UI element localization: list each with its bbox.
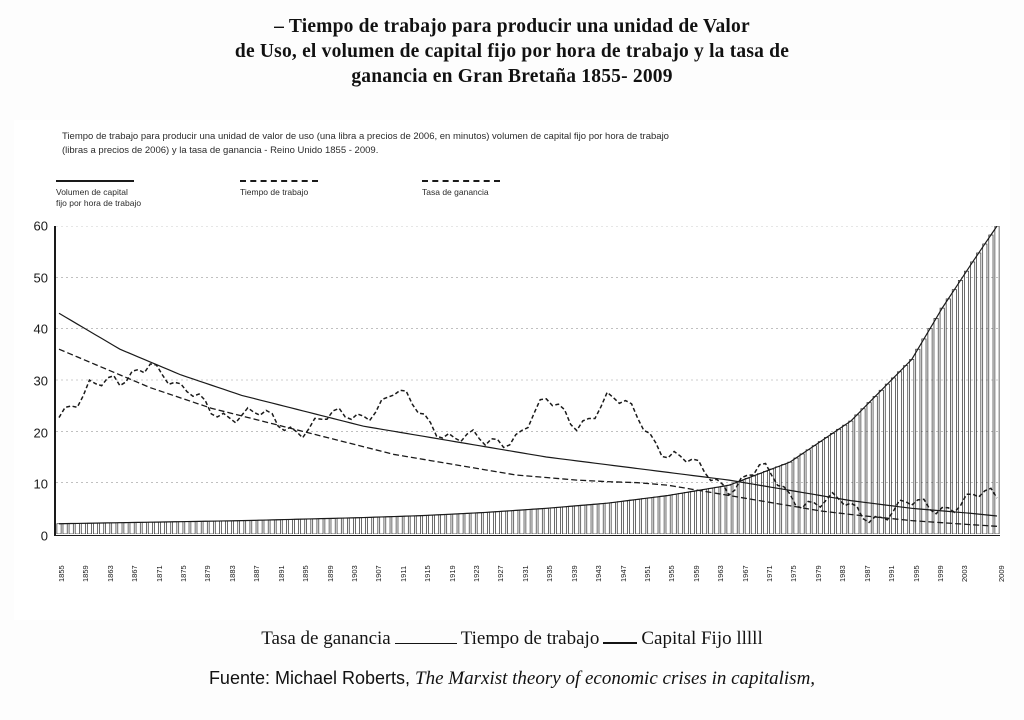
legend-item-tiempo [240, 180, 380, 198]
bottom-legend [0, 628, 1024, 650]
bar-2003 [958, 280, 962, 534]
bar-1983 [837, 429, 841, 534]
x-tick-1891: 1891 [276, 565, 286, 582]
bar-1952 [648, 498, 652, 534]
bar-1891 [276, 520, 280, 534]
bar-1881 [215, 521, 219, 534]
bar-1971 [763, 471, 767, 534]
bar-1938 [562, 507, 566, 534]
bar-1937 [556, 507, 560, 534]
bar-1874 [173, 522, 177, 534]
bar-2006 [977, 253, 981, 534]
bar-1942 [587, 505, 591, 534]
x-tick-1923: 1923 [472, 565, 482, 582]
bar-1985 [849, 421, 853, 534]
bar-1878 [197, 521, 201, 534]
bar-1953 [654, 497, 658, 534]
bar-1931 [520, 510, 524, 534]
bar-1941 [581, 505, 585, 534]
x-tick-1991: 1991 [887, 565, 897, 582]
bar-1908 [380, 517, 384, 534]
bottom-legend-rule-1-icon [395, 643, 457, 644]
legend-swatch-dashed-icon [240, 180, 318, 182]
bar-1927 [495, 512, 499, 534]
x-tick-1875: 1875 [179, 565, 189, 582]
bar-1909 [386, 517, 390, 534]
figure-caption [62, 130, 942, 158]
bar-1917 [435, 515, 439, 534]
bar-1943 [593, 504, 597, 534]
bar-1989 [873, 396, 877, 534]
bar-1889 [264, 520, 268, 534]
x-tick-1979: 1979 [813, 565, 823, 582]
bar-1904 [355, 518, 359, 534]
bar-1994 [904, 366, 908, 534]
x-tick-1931: 1931 [520, 565, 530, 582]
bar-1919 [447, 514, 451, 534]
bar-1873 [167, 522, 171, 534]
bar-1895 [301, 519, 305, 534]
bar-1890 [270, 520, 274, 534]
bar-1936 [550, 508, 554, 534]
bar-1981 [824, 437, 828, 534]
x-tick-1947: 1947 [618, 565, 628, 582]
x-tick-1879: 1879 [203, 565, 213, 582]
x-tick-1959: 1959 [691, 565, 701, 582]
bar-1905 [361, 518, 365, 534]
figure-caption-line-2: (libras a precios de 2006) y la tasa de ganancia - Reino Unido 1855 - 2009. [62, 145, 379, 156]
x-tick-1883: 1883 [227, 565, 237, 582]
bar-1896 [307, 519, 311, 534]
bar-1880 [209, 521, 213, 534]
x-tick-1983: 1983 [838, 565, 848, 582]
bar-1884 [234, 521, 238, 534]
bar-1929 [508, 511, 512, 534]
bar-1861 [93, 523, 97, 534]
bar-1899 [325, 518, 329, 534]
bar-1907 [374, 517, 378, 534]
y-tick-20: 20 [33, 425, 48, 441]
bar-1957 [678, 493, 682, 534]
x-tick-1999: 1999 [935, 565, 945, 582]
bar-1977 [800, 454, 804, 534]
bar-2000 [940, 308, 944, 534]
bar-1869 [142, 522, 146, 534]
bar-1906 [368, 517, 372, 534]
bar-1960 [696, 490, 700, 534]
bar-1877 [191, 521, 195, 534]
legend-label-capital-line1: Volumen de capital [56, 187, 128, 197]
x-tick-1855: 1855 [57, 565, 66, 582]
bar-1867 [130, 523, 134, 534]
bar-1863 [106, 523, 110, 534]
x-tick-1895: 1895 [301, 565, 311, 582]
bar-1964 [721, 486, 725, 534]
bar-1965 [727, 485, 731, 534]
bar-1857 [69, 524, 73, 534]
x-tick-1943: 1943 [594, 565, 604, 582]
bar-1984 [843, 425, 847, 534]
legend-item-tasa [422, 180, 562, 198]
bar-1887 [252, 520, 256, 534]
figure-caption-line-1: Tiempo de trabajo para producir una unidad de valor de uso (una libra a precios de 2006, en minutos) volumen de capital fijo por hora de trabajo [62, 131, 669, 142]
bar-1888 [258, 520, 262, 534]
bar-1872 [160, 522, 164, 534]
bar-1925 [483, 512, 487, 534]
x-tick-1903: 1903 [349, 565, 359, 582]
bar-1945 [605, 503, 609, 534]
bar-1990 [879, 390, 883, 534]
bar-1864 [112, 523, 116, 534]
bar-1916 [428, 515, 432, 534]
bar-1926 [489, 512, 493, 534]
bar-1858 [75, 523, 79, 534]
x-tick-1915: 1915 [423, 565, 433, 582]
x-tick-1963: 1963 [716, 565, 726, 582]
x-tick-1995: 1995 [911, 565, 921, 582]
y-tick-0: 0 [40, 528, 48, 544]
bar-1997 [922, 339, 926, 534]
title-line-2: de Uso, el volumen de capital fijo por hora de trabajo y la tasa de [234, 41, 790, 62]
bar-1900 [331, 518, 335, 534]
bar-1955 [666, 496, 670, 535]
x-tick-1927: 1927 [496, 565, 506, 582]
page-title [72, 0, 952, 89]
x-axis-labels [54, 538, 1006, 584]
bar-2001 [946, 299, 950, 534]
bar-1883 [227, 521, 231, 534]
figure [14, 120, 1010, 620]
plot-canvas [54, 226, 1000, 536]
bar-1939 [569, 506, 573, 534]
bar-1930 [514, 510, 518, 534]
bar-1865 [118, 523, 122, 534]
bar-1912 [404, 516, 408, 534]
bar-1974 [782, 464, 786, 534]
bar-1956 [672, 494, 676, 534]
bar-1999 [934, 318, 938, 534]
bar-1958 [684, 492, 688, 534]
x-tick-1871: 1871 [154, 565, 164, 582]
bar-1946 [611, 502, 615, 534]
x-tick-1911: 1911 [398, 565, 408, 582]
bar-1911 [398, 516, 402, 534]
bar-1876 [185, 522, 189, 534]
y-tick-10: 10 [33, 476, 48, 492]
bar-1885 [240, 521, 244, 534]
bar-1928 [502, 511, 506, 534]
x-tick-1987: 1987 [862, 565, 872, 582]
x-tick-1859: 1859 [81, 565, 91, 582]
chart-svg [56, 226, 1000, 534]
bar-1855 [57, 524, 61, 534]
bar-1910 [392, 517, 396, 534]
title-line-3: ganancia en Gran Bretaña 1855- 2009 [351, 66, 673, 87]
bar-1868 [136, 522, 140, 534]
bar-1923 [471, 513, 475, 534]
legend-label-capital-line2: fijo por hora de trabajo [56, 198, 142, 208]
bar-1961 [703, 489, 707, 534]
bar-1903 [349, 518, 353, 534]
bar-1932 [526, 510, 530, 534]
bar-1898 [319, 519, 323, 534]
bar-2005 [971, 262, 975, 534]
title-line-1: – Tiempo de trabajo para producir una unidad de Valor [274, 16, 750, 37]
bar-1860 [87, 523, 91, 534]
bar-1949 [629, 500, 633, 534]
series-line-capital-rising [59, 226, 997, 524]
bar-1973 [776, 467, 780, 534]
source-work-title: The Marxist theory of economic crises in capitalism, [415, 668, 816, 689]
series-line [59, 349, 997, 526]
x-tick-1955: 1955 [667, 565, 677, 582]
bar-1866 [124, 523, 128, 534]
legend-swatch-dotted-icon [422, 180, 500, 182]
bar-1859 [81, 523, 85, 534]
legend-label-tiempo: Tiempo de trabajo [240, 187, 309, 197]
bar-1921 [459, 514, 463, 534]
bar-1882 [221, 521, 225, 534]
bar-1856 [63, 524, 67, 534]
bar-1897 [313, 519, 317, 534]
x-tick-1951: 1951 [642, 565, 652, 582]
y-axis-labels [14, 218, 50, 544]
x-tick-1867: 1867 [130, 565, 140, 582]
bottom-legend-tasa: Tasa de ganancia [261, 628, 391, 649]
x-tick-1975: 1975 [789, 565, 799, 582]
x-tick-1907: 1907 [374, 565, 384, 582]
bar-1976 [794, 458, 798, 534]
bar-1893 [288, 519, 292, 534]
y-tick-30: 30 [33, 373, 48, 389]
x-tick-1899: 1899 [325, 565, 335, 582]
bar-1918 [441, 515, 445, 534]
x-tick-1971: 1971 [765, 565, 775, 582]
y-tick-50: 50 [33, 270, 48, 286]
y-tick-40: 40 [33, 321, 48, 337]
bar-1894 [294, 519, 298, 534]
bar-1979 [812, 446, 816, 534]
bottom-legend-capital: Capital Fijo lllll [641, 628, 763, 649]
bar-1947 [617, 502, 621, 534]
bar-1924 [477, 513, 481, 534]
x-tick-1863: 1863 [105, 565, 115, 582]
bar-1951 [642, 499, 646, 534]
legend-swatch-solid-icon [56, 180, 134, 182]
bottom-legend-tiempo: Tiempo de trabajo [460, 628, 600, 649]
legend-label-tasa: Tasa de ganancia [422, 187, 489, 197]
bar-1991 [885, 384, 889, 534]
bar-1980 [818, 442, 822, 534]
bar-1986 [855, 415, 859, 534]
y-tick-60: 60 [33, 218, 48, 234]
chart-legend [42, 180, 642, 220]
bar-1988 [867, 403, 871, 534]
bar-1967 [739, 481, 743, 534]
bar-1913 [410, 516, 414, 534]
bar-1915 [422, 516, 426, 534]
bar-1996 [916, 349, 920, 534]
bar-1944 [599, 504, 603, 534]
bar-1959 [690, 491, 694, 534]
x-tick-2009: 2009 [996, 565, 1006, 582]
bar-1950 [636, 499, 640, 534]
x-tick-1967: 1967 [740, 565, 750, 582]
bar-1934 [538, 509, 542, 534]
bar-1922 [465, 513, 469, 534]
x-tick-1935: 1935 [545, 565, 555, 582]
bar-1962 [709, 488, 713, 534]
bar-1993 [897, 372, 901, 534]
bar-1948 [623, 501, 627, 534]
x-tick-2003: 2003 [960, 565, 970, 582]
bar-1978 [806, 450, 810, 534]
bar-1940 [575, 506, 579, 534]
bar-1982 [830, 433, 834, 534]
x-tick-1919: 1919 [447, 565, 457, 582]
bar-1892 [282, 520, 286, 534]
plot-area [14, 218, 1010, 586]
bar-1920 [453, 514, 457, 534]
bar-1914 [416, 516, 420, 534]
x-tick-1887: 1887 [252, 565, 262, 582]
bar-1871 [154, 522, 158, 534]
bar-1901 [337, 518, 341, 534]
bar-1879 [203, 521, 207, 534]
bar-1902 [343, 518, 347, 534]
bar-1886 [246, 520, 250, 534]
bar-2002 [952, 290, 956, 534]
source-prefix: Fuente: Michael Roberts, [208, 668, 411, 688]
bar-1875 [179, 522, 183, 534]
bar-1870 [148, 522, 152, 534]
series-line [59, 364, 997, 523]
bar-1933 [532, 509, 536, 534]
source-line [0, 668, 1024, 690]
bottom-legend-rule-2-icon [603, 642, 637, 644]
x-tick-1939: 1939 [569, 565, 579, 582]
bar-1862 [100, 523, 104, 534]
bar-1935 [544, 508, 548, 534]
bar-1954 [660, 496, 664, 534]
legend-item-capital [56, 180, 196, 209]
bar-1968 [745, 478, 749, 534]
